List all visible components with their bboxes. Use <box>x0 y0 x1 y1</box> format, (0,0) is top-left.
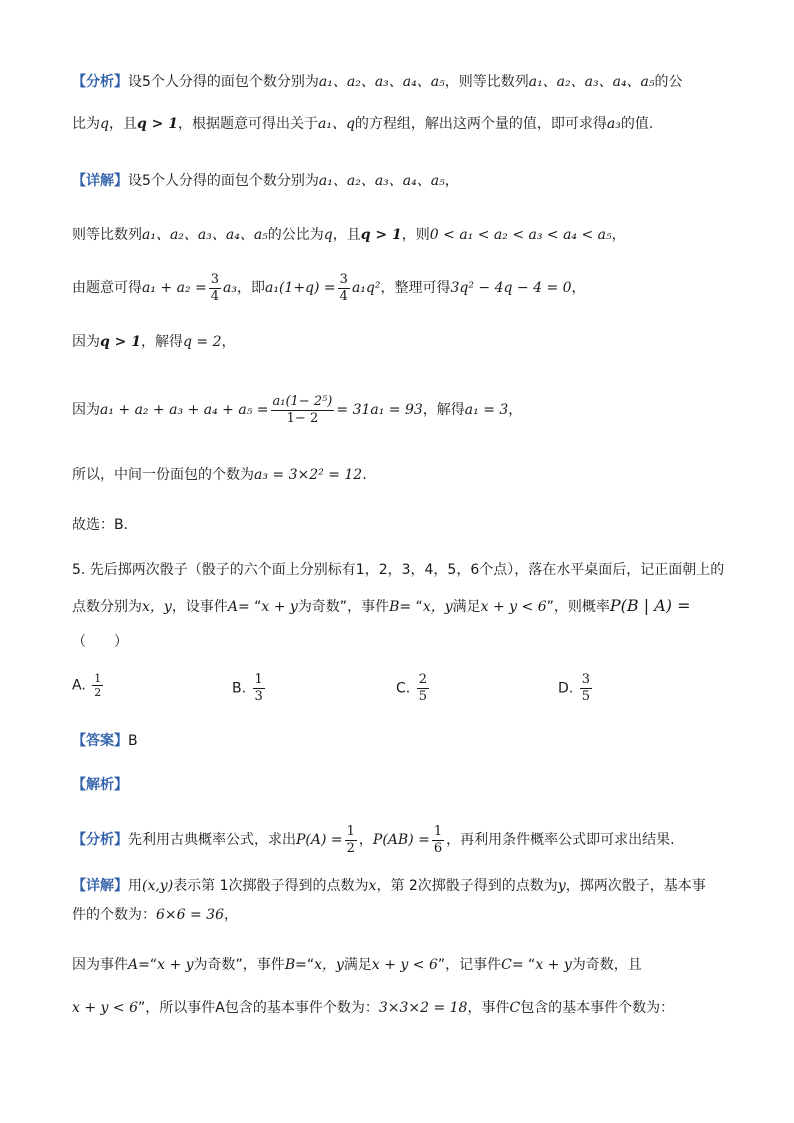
option-label: D. <box>558 680 574 697</box>
math: A <box>227 599 238 615</box>
math: 3q² − 4q − 4 = 0 <box>450 280 572 296</box>
math: a₁ + a₂ + a₃ + a₄ + a₅ = <box>100 402 269 418</box>
text: ，设事件 <box>171 599 228 615</box>
option-fraction <box>417 672 429 705</box>
math-seq: a₁、a₂、a₃、a₄、a₅ <box>318 74 445 90</box>
text: 满足 <box>452 599 481 615</box>
text: = “ <box>237 599 262 615</box>
math: A <box>128 957 139 973</box>
den: 2 <box>94 686 102 699</box>
math: a₃ <box>223 280 237 296</box>
text: 的公 <box>654 74 683 90</box>
den: 4 <box>339 288 348 304</box>
text: 则等比数列 <box>72 227 142 243</box>
text: ，整理可得 <box>380 280 451 296</box>
text: ，再利用条件概率公式即可求出结果. <box>446 832 675 848</box>
option-d <box>558 672 594 705</box>
num: 1 <box>433 823 443 839</box>
math: x <box>368 878 377 894</box>
detail-tag: 【详解】 <box>72 173 128 189</box>
den: 2 <box>346 840 355 856</box>
text: 表示第 1次掷骰子得到的点数为 <box>173 878 369 894</box>
text: ， <box>444 173 459 189</box>
text: ， <box>224 907 238 923</box>
text: . <box>362 467 367 483</box>
num: 3 <box>210 271 220 287</box>
math: x，y <box>142 599 172 615</box>
math: a₁、q <box>317 116 355 132</box>
text: 所以，中间一份面包的个数为 <box>72 467 254 483</box>
fraction-1-6 <box>432 824 444 857</box>
math-seq: a₁、a₂、a₃、a₄、a₅ <box>528 74 655 90</box>
text: 因为事件 <box>72 957 128 973</box>
math: B <box>284 957 296 973</box>
detail2-line-3 <box>72 955 734 975</box>
text: ”，则概率 <box>546 599 610 615</box>
analysis-section-tag: 【解析】 <box>72 777 128 793</box>
math: x + y < 6 <box>480 599 547 615</box>
math: x + y <box>157 957 194 973</box>
detail-line-6 <box>72 465 734 485</box>
text: ，则 <box>401 227 430 243</box>
fraction-geometric-sum <box>271 394 335 427</box>
text: ，即 <box>236 280 265 296</box>
question-5-line-1: 5. 先后掷两次骰子（骰子的六个面上分别标有1，2，3，4，5，6个点），落在水平桌面后，记正面朝上的 <box>72 562 725 578</box>
text: ， <box>571 280 586 296</box>
math-seq: a₁、a₂、a₃、a₄、a₅ <box>318 173 445 189</box>
text: 的公比为 <box>267 227 324 243</box>
detail-line-3 <box>72 270 734 306</box>
math: C <box>501 957 512 973</box>
analysis-tag: 【分析】 <box>72 74 128 90</box>
num: 1 <box>346 823 355 839</box>
option-label: C. <box>396 680 411 697</box>
detail-line-5 <box>72 390 734 430</box>
den: 6 <box>433 840 443 856</box>
analysis2-tag: 【分析】 <box>72 832 128 848</box>
text: = “ <box>399 599 423 615</box>
math: = 31a₁ = 93 <box>336 402 423 418</box>
text: 因为 <box>72 334 100 350</box>
detail2-line-1 <box>72 876 734 896</box>
num: a₁(1− 2⁵) <box>272 393 333 409</box>
math: a₁(1+q) = <box>264 280 336 296</box>
text: = “ <box>511 957 536 973</box>
text: ”，记事件 <box>437 957 502 973</box>
num: 1 <box>94 672 102 685</box>
analysis2-line <box>72 820 734 860</box>
fraction-1-2 <box>345 824 357 857</box>
math: 6×6 = 36 <box>156 907 224 923</box>
detail-line-2 <box>72 225 734 245</box>
option-fraction <box>92 672 103 699</box>
text: 为奇数”，事件 <box>193 957 285 973</box>
math: x + y < 6 <box>371 957 438 973</box>
question-5-blank: （ ） <box>72 634 128 650</box>
detail2-line-4 <box>72 998 734 1018</box>
text: ，掷两次骰子，基本事 <box>565 878 706 894</box>
detail2-line-2 <box>72 905 734 925</box>
detail-line-1 <box>72 171 734 191</box>
text: ，则等比数列 <box>444 74 529 90</box>
option-fraction <box>253 672 265 705</box>
answer-line <box>72 731 734 751</box>
detail2-tag: 【详解】 <box>72 878 128 894</box>
text: =“ <box>138 957 158 973</box>
math-cond: q > 1 <box>360 227 402 243</box>
math: x + y < 6 <box>72 1000 138 1016</box>
math: q = 2 <box>183 334 222 350</box>
math: P(AB) = <box>372 832 430 848</box>
option-label: A. <box>72 677 86 694</box>
analysis-header <box>72 775 734 795</box>
den: 1− 2 <box>271 410 335 427</box>
den: 5 <box>418 689 427 704</box>
den: 5 <box>581 689 590 704</box>
question-5-line-2 <box>72 596 734 617</box>
math: y <box>557 878 566 894</box>
answer-value: B <box>128 733 138 749</box>
math-q: q <box>100 116 109 132</box>
text: ”，所以事件A包含的基本事件个数为： <box>137 1000 379 1016</box>
fraction-3-4 <box>209 272 221 305</box>
text: ， <box>221 334 236 350</box>
num: 3 <box>339 271 348 287</box>
text: ，解得 <box>141 334 184 350</box>
math: a₁q² <box>351 280 381 296</box>
text: ，解得 <box>422 402 465 418</box>
math: P(B | A) = <box>609 596 691 615</box>
text: 点数分别为 <box>72 599 142 615</box>
answer-tag: 【答案】 <box>72 733 128 749</box>
num: 3 <box>581 672 590 687</box>
option-label: B. <box>232 680 247 697</box>
text: =“ <box>295 957 315 973</box>
text: ，且 <box>108 116 137 132</box>
text: ，且 <box>332 227 361 243</box>
option-c <box>396 672 431 705</box>
text: 为奇数”，事件 <box>297 599 390 615</box>
math-ineq: 0 < a₁ < a₂ < a₃ < a₄ < a₅ <box>429 227 612 243</box>
text: 比为 <box>72 116 100 132</box>
math-q: q <box>323 227 333 243</box>
analysis-line-1 <box>72 72 734 92</box>
detail-answer: 故选：B. <box>72 517 129 533</box>
math: C <box>509 1000 521 1016</box>
math: a₃ = 3×2² = 12 <box>254 467 363 483</box>
text: 满足 <box>343 957 372 973</box>
den: 4 <box>210 288 220 304</box>
math: a₃ <box>606 116 621 132</box>
text: 的方程组，解出这两个量的值，即可求得 <box>354 116 607 132</box>
option-fraction <box>580 672 592 705</box>
text: 设5个人分得的面包个数分别为 <box>128 173 319 189</box>
analysis-line-2 <box>72 114 734 134</box>
option-a <box>72 672 105 699</box>
math: x + y <box>535 957 572 973</box>
text: ， <box>611 227 626 243</box>
num: 1 <box>254 672 263 687</box>
den: 3 <box>254 689 263 704</box>
math: x + y <box>261 599 298 615</box>
math: P(A) = <box>296 832 343 848</box>
text: 因为 <box>72 402 100 418</box>
math: x，y <box>422 599 453 615</box>
text: ， <box>358 832 373 848</box>
math-seq: a₁、a₂、a₃、a₄、a₅ <box>142 227 268 243</box>
math: a₁ + a₂ = <box>142 280 207 296</box>
text: 为奇数，且 <box>571 957 642 973</box>
math: x，y <box>314 957 344 973</box>
math: a₁ = 3 <box>464 402 509 418</box>
text: 包含的基本事件个数为： <box>520 1000 675 1016</box>
detail-line-4 <box>72 332 734 352</box>
option-b <box>232 672 267 705</box>
math: 3×3×2 = 18 <box>378 1000 468 1016</box>
math: B <box>389 599 400 615</box>
text: ，第 2次掷骰子得到的点数为 <box>376 878 558 894</box>
math-cond: q > 1 <box>100 334 142 350</box>
text: 件的个数为： <box>72 907 156 923</box>
text: ，根据题意可得出关于 <box>177 116 318 132</box>
text: 由题意可得 <box>72 280 142 296</box>
num: 2 <box>418 672 427 687</box>
text: 用 <box>128 878 142 894</box>
text: ，事件 <box>467 1000 510 1016</box>
math-cond: q > 1 <box>136 116 178 132</box>
text: 的值. <box>620 116 654 132</box>
text: 设5个人分得的面包个数分别为 <box>128 74 319 90</box>
text: ， <box>508 402 523 418</box>
text: 先利用古典概率公式，求出 <box>128 832 296 848</box>
fraction-3-4 <box>338 272 350 305</box>
math: (x,y) <box>142 878 174 894</box>
